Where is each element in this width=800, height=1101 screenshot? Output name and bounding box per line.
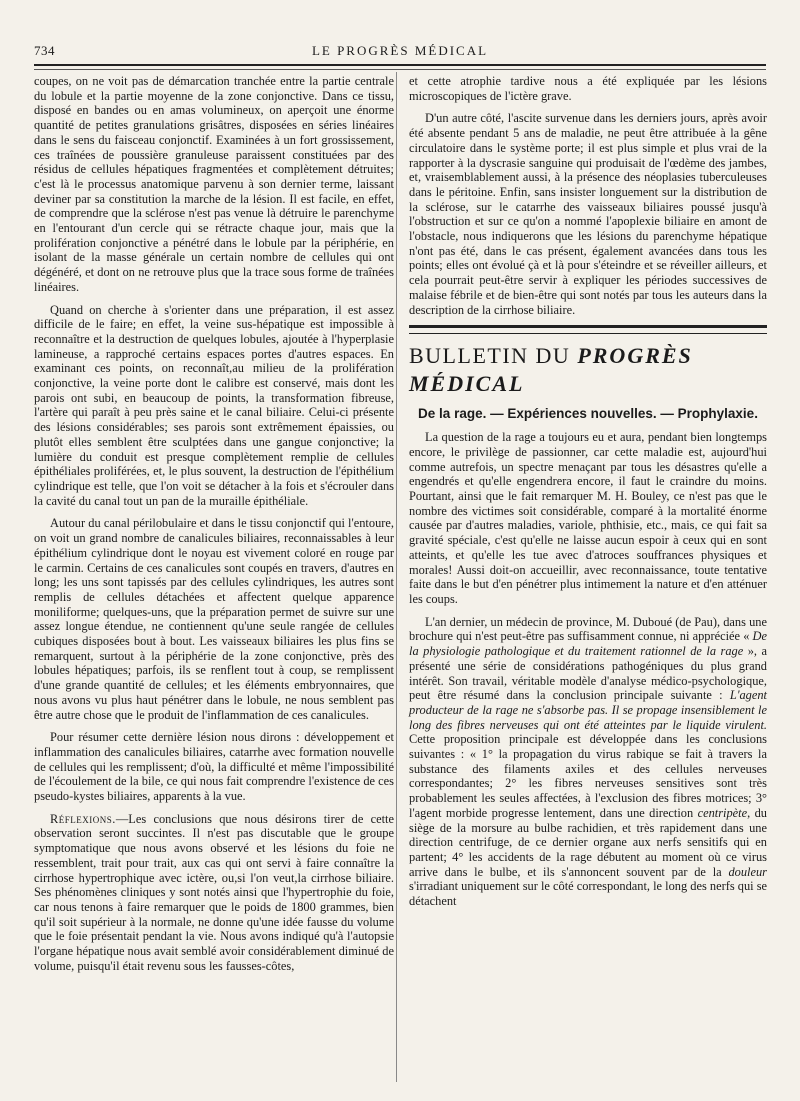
p4-text-i: s'irradiant uniquement sur le côté correspondant, le long des nerfs qui se détachent bbox=[409, 879, 768, 909]
right-paragraph-2: D'un autre côté, l'ascite survenue dans les derniers jours, après avoir été absente pendant 5 ans de maladie, ne peut être attribuée à la gêne circulatoire dans le système porte; il est plus simple et plus vrai de la rapporter à la dyscrasie sanguine qui produisait de l'œdème des jambes, et, vraisemblablement aussi, à la présence des néoplasies tuberculeuses dans le péritoine. Enfin, sans insister longuement sur la distribution de la sclérose, sur le catarrhe des vaisseaux biliaires poussé jusqu'à l'obstruction et sur ce qu'on a nommé l'apoplexie biliaire en amont de l'obstacle, nous indiquerons que les lésions du parenchyme hépatique n'ont pas été, dans le cas présent, également avancées dans tous les points; elles ont évolué çà et là pour s'éteindre et se réveiller ailleurs, et cela pourrait peut-être servir à expliquer les périodes successives de malaise fébrile et de bien-être qui sont notés par tous les auteurs dans la description de la cirrhose biliaire. bbox=[409, 111, 767, 317]
bulletin-title bbox=[409, 342, 767, 398]
column-divider bbox=[396, 72, 397, 1082]
p4-text-a: L'an dernier, un médecin de province, M. Duboué (de Pau), dans une brochure qui n'est peut-être pas suffisamment connue, ni appréciée « bbox=[409, 614, 767, 644]
bulletin-rule bbox=[409, 325, 767, 334]
left-paragraph-4: Pour résumer cette dernière lésion nous dirons : développement et inflammation des canalicules biliaires, catarrhe avec formation nouvelle de cellules qui les remplissent; d'où, la difficulté et même l'impossibilité de l'écoulement de la bile, ce qui nous fait comprendre l'existence de ces pseudo-kystes biliaires, apparents à la vue. bbox=[34, 730, 394, 804]
left-paragraph-2: Quand on cherche à s'orienter dans une préparation, il est assez difficile de le faire; en effet, la veine sus-hépatique est impossible à reconnaître et la destruction de quelques lobules, ajoutée à l'hyperplasie lamineuse, a rapproché certains espaces portes d'autres espaces. En examinant ces points, on reconnaît,au milieu de la prolifération conjonctive, la veine porte dont le calibre est conservé, mais dont les parois ont subi, en beaucoup de points, la transformation fibreuse, l'artère qui paraît à peu près saine et le canal biliaire. Celui-ci présente des lésions considérables; ses parois sont extrêmement épaissies, ou plutôt elles semblent être sculptées dans une gangue conjonctive; la lumière du conduit est presque complètement remplie de cellules épithéliales proliférées, et, le plus souvent, la destruction de l'épithélium cylindrique est telle, que l'on voit se détacher à la fois et s'écrouler dans la cavité du canal tout un pan de la muraille épithéliale. bbox=[34, 302, 394, 508]
p4-douleur-italic: douleur bbox=[728, 864, 767, 879]
reflexions-text: —Les conclusions que nous désirons tirer de cette observation seront succintes. Il n'est pas discutable que le groupe symptomatique que nous avons observé et les lésions du foie ne ressemblent, trait pour trait, aux cas qui ont servi à faire connaître la cirrhose hypertrophique avec ictère, ou,si l'on veut,la cirrhose biliaire. Ses phénomènes cliniques y sont notés ainsi que l'hypertrophie du foie, car nous tenons à faire remarquer que le poids de 1800 grammes, bien qu'il soit supérieur à la normale, ne donne qu'une idée fausse du volume que le foie présentait pendant la vie. Nous avons indiqué qu'à l'autopsie l'organe hépatique nous avait semblé avoir considérablement diminué de volume, puisqu'il était revenu sous les fausses-côtes, bbox=[34, 811, 394, 973]
left-paragraph-5 bbox=[34, 812, 394, 974]
p4-text-g: , du siège de la morsure au bulbe rachidien, et très rapidement dans une direction centrifuge, de ce dernier organe aux nerfs sensitifs qui en partent; 4° les accidents de la rage débutent au moment où ce virus arrive dans le bulbe, et ils s'annoncent souvent par de la bbox=[409, 805, 767, 879]
p4-conclusion-italic: L'agent producteur de la rage ne s'absorbe pas. Il se propage insensiblement le long des fibres nerveuses qui ont été atteintes par le liquide virulent. bbox=[409, 688, 767, 732]
running-title: LE PROGRÈS MÉDICAL bbox=[311, 43, 489, 58]
left-paragraph-1: coupes, on ne voit pas de démarcation tranchée entre la partie centrale du lobule et la partie moyenne de la zone conjonctive. Dans ce tissu, disposé en bandes ou en amas volumineux, on aperçoit une énorme quantité de petites granulations grisâtres, disposées en séries linéaires dans le sens du faisceau conjonctif. Examinées à un fort grossissement, ces traînées de poussière granuleuse paraissent constituées par des résidus de cellules hépatiques fragmentées et complètement détruites; c'est là le processus anatomique parvenu à son dernier terme, laissant deviner par sa constitution la marche de la lésion. Il est facile, en effet, de comprendre que la sclérose n'est pas venue là détruire le parenchyme en l'entourant d'un cercle qui se rétracte chaque jour, mais que la prolifération conjonctive a pénétré dans le lobule par la périphérie, en isolant de la masse générale un certain nombre de cellules qui ont dégénéré, et dont on ne retrouve plus que la trace sous forme de traînées linéaires. bbox=[34, 74, 394, 294]
right-paragraph-3: La question de la rage a toujours eu et aura, pendant bien longtemps encore, le privilège de passionner, car cette maladie est, aujourd'hui comme autrefois, un spectre menaçant par tous les désastres qu'elle a engendrés et qu'elle engendrera encore, il faut le craindre du moins. Pourtant, ainsi que le fait remarquer M. H. Bouley, ce n'est pas que le nombre des victimes soit considérable, comparé à la mortalité énorme causée par d'autres maladies, variole, phthisie, etc., mais, ce qui fait sa gravité spéciale, c'est qu'elle ne laisse aucun espoir à ceux qui en sont atteints, et qu'elle les tue avec d'atroces souffrances physiques et morales! Aussi doit-on accueillir, avec reconnaissance, toute tentative faite dans le but d'en pénétrer plus intimement la nature et d'en atténuer les coups. bbox=[409, 430, 767, 606]
reflexions-label: Réflexions. bbox=[50, 811, 116, 826]
article-subheading: De la rage. — Expériences nouvelles. — Prophylaxie. bbox=[418, 406, 758, 422]
bulletin-prefix: BULLETIN DU bbox=[409, 343, 571, 369]
left-column bbox=[34, 74, 394, 981]
page-number: 734 bbox=[34, 43, 55, 58]
right-paragraph-1: et cette atrophie tardive nous a été expliquée par les lésions microscopiques de l'ictère grave. bbox=[409, 74, 767, 103]
right-column bbox=[409, 74, 767, 917]
p4-text-c: », a présenté une série de considérations pathogéniques du plus grand intérêt. Son travail, véritable modèle d'analyse médico-psychologique, peut être résumé dans la conclusion principale suivante : bbox=[409, 644, 767, 703]
p4-centripete-italic: centripète bbox=[697, 805, 748, 820]
bulletin-name: PROGRÈS MÉDICAL bbox=[409, 343, 693, 397]
p4-text-e: Cette proposition principale est développée dans les conclusions suivantes : « 1° la propagation du virus rabique se fait à travers la substance des filaments axiles et des cellules nerveuses correspondantes; 2° les fibres nerveuses sensitives sont très probablement les seules affectées, à l'exclusion des fibres motrices; 3° l'agent morbide progresse lentement, dans une direction bbox=[409, 732, 767, 820]
left-paragraph-3: Autour du canal périlobulaire et dans le tissu conjonctif qui l'entoure, on voit un grand nombre de canalicules biliaires, reconnaissables à leur épithélium cylindrique dont le noyau est vivement coloré en rouge par le carmin. Certains de ces canalicules sont coupés en travers, d'autres en long; les uns sont tapissés par des cellules cylindriques, les autres sont remplis de cellules détachées et affectent quelque apparence moniliforme; quelques-uns, que la préparation permet de suivre sur une assez longue étendue, ne contiennent qu'une seule rangée de cellules cubiques disposées bout à bout. Les vaisseaux biliaires les plus fins se remarquent, surtout à la périphérie de la zone conjonctive, près des lobules hépatiques; parfois, ils se renflent tout à coup, se remplissent d'une grande quantité de cellules; et les éléments embryonnaires, que nous avons vu plus haut pénétrer dans le lobule, ne nous semblent pas être autre chose que le produit de l'inflammation de ces canalicules. bbox=[34, 516, 394, 722]
right-paragraph-4 bbox=[409, 615, 767, 909]
page-header bbox=[34, 43, 766, 65]
header-rule bbox=[34, 64, 766, 70]
p4-title-italic: De la physiologie pathologique et du traitement rationnel de la rage bbox=[409, 629, 767, 659]
